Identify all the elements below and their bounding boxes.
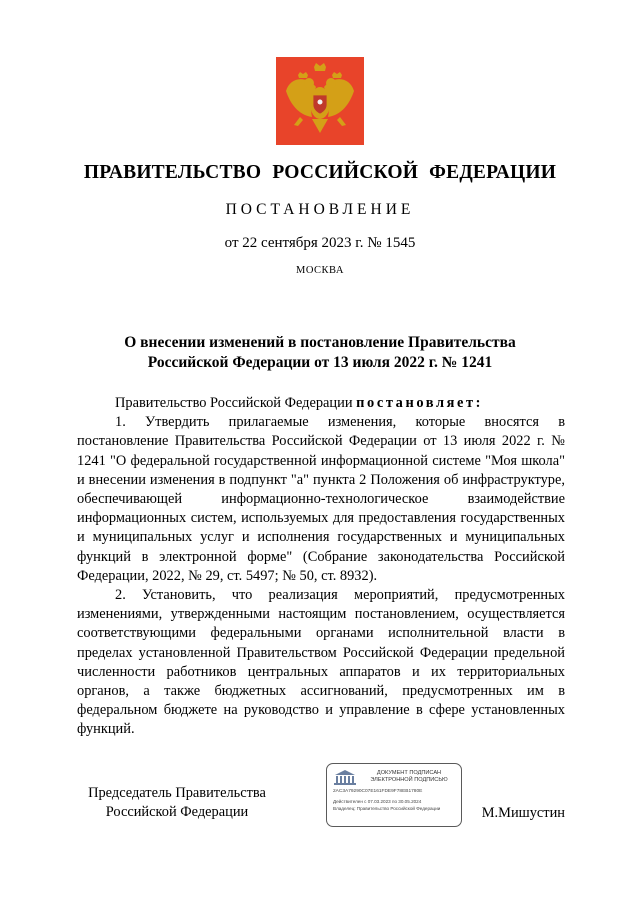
document-body bbox=[77, 394, 565, 740]
signatory-position bbox=[77, 784, 277, 822]
signatory-name: М.Мишустин bbox=[481, 805, 565, 821]
city: МОСКВА bbox=[296, 265, 344, 276]
intro-paragraph bbox=[77, 394, 565, 413]
intro-prefix: Правительство Российской Федерации bbox=[115, 395, 357, 411]
date-number: от 22 сентября 2023 г. № 1545 bbox=[224, 235, 416, 251]
item-1-paragraph: 1. Утвердить прилагаемые изменения, которые вносятся в постановление Правительства Российской Федерации от 13 июля 2022 г. № 1241 "О федеральной государственной информационной системе "Моя школа" и внесении изменения в подпункт "а" пункта 2 Положения об инфраструктуре, обеспечивающей информационно-технологическое взаимодействие информационных систем, используемых для предоставления государственных и муниципальных услуг и исполнения государственных и муниципальных функций в электронной форме" (Собрание законодательства Российской Федерации, 2022, № 29, ст. 5497; № 50, ст. 8932). bbox=[77, 414, 565, 584]
stamp-owner: Владелец: Правительство Российской Федерации bbox=[333, 806, 441, 811]
intro-spaced-verb: постановляет: bbox=[356, 395, 484, 411]
stamp-validity: Действителен с 07.03.2023 по 30.05.2024 bbox=[333, 799, 422, 804]
document-title-line2: Российской Федерации от 13 июля 2022 г. № 1241 bbox=[147, 354, 493, 371]
item-2-paragraph: 2. Установить, что реализация мероприятий, предусмотренных изменениями, утвержденными настоящим постановлением, осуществляется соответствующими федеральными органами исполнительной власти в пределах установленной Правительством Российской Федерации предельной численности работников центральных аппаратов и их территориальных органов, а также бюджетных ассигнований, предусмотренных им в федеральном бюджете на руководство и управление в сфере установленных функций. bbox=[77, 587, 565, 738]
stamp-heading-line2: ЭЛЕКТРОННОЙ ПОДПИСЬЮ bbox=[370, 777, 448, 783]
government-title: ПРАВИТЕЛЬСТВО РОССИЙСКОЙ ФЕДЕРАЦИИ bbox=[83, 162, 557, 183]
document-type: ПОСТАНОВЛЕНИЕ bbox=[225, 201, 415, 218]
building-icon bbox=[333, 768, 357, 786]
coat-of-arms-emblem bbox=[276, 57, 364, 145]
document-title bbox=[0, 333, 640, 373]
stamp-heading-line1: ДОКУМЕНТ ПОДПИСАН bbox=[376, 770, 442, 776]
signatory-position-line1: Председатель Правительства bbox=[88, 785, 266, 801]
signatory-position-line2: Российской Федерации bbox=[105, 804, 249, 820]
stamp-heading bbox=[361, 770, 457, 784]
electronic-signature-stamp bbox=[326, 763, 462, 827]
document-title-line1: О внесении изменений в постановление Правительства bbox=[124, 334, 516, 351]
stamp-certificate: 2AC3A79290C07E161FDE9F78EB1780E bbox=[333, 789, 423, 794]
